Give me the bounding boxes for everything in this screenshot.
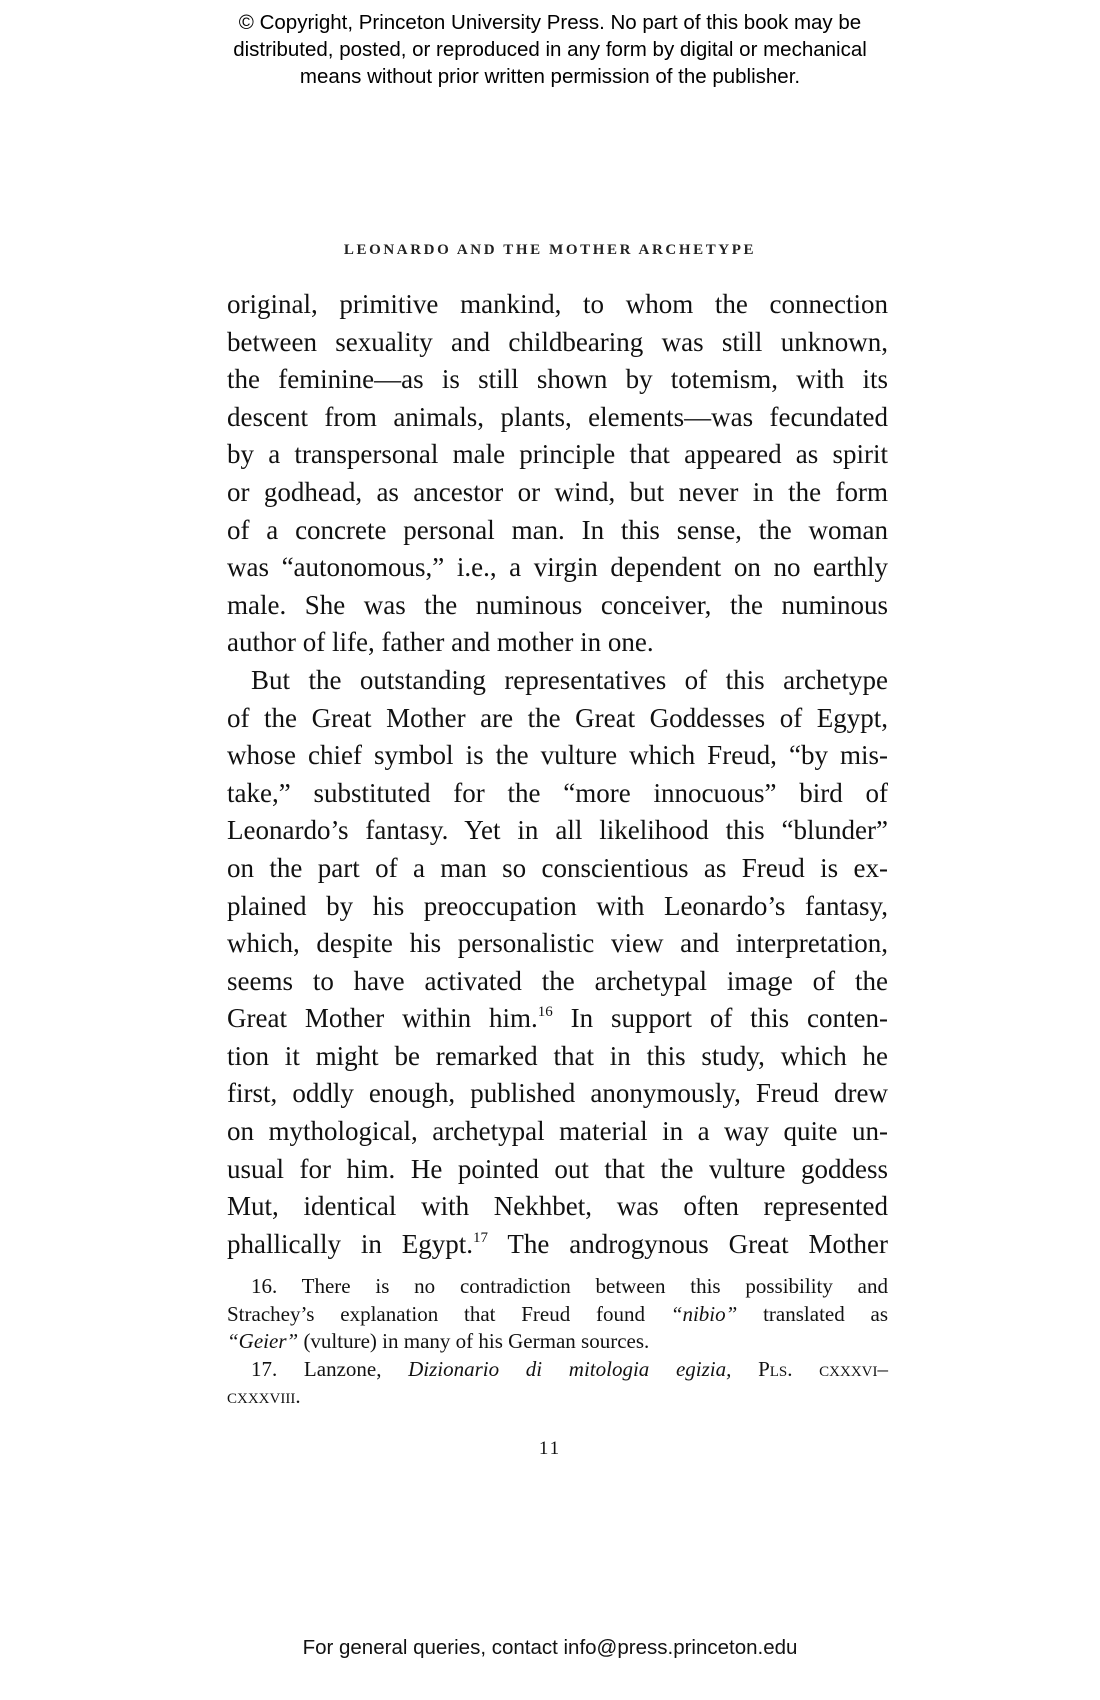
footnotes [227, 1273, 888, 1411]
text-line [227, 1226, 888, 1264]
text-line: Leonardo’s fantasy. Yet in all likelihood this “blunder” [227, 815, 888, 846]
text-line: whose chief symbol is the vulture which Freud, “by mis- [227, 740, 888, 771]
footnote-17-line: cxxxviii. [227, 1384, 301, 1408]
text-line: But the outstanding representatives of this archetype [251, 664, 888, 695]
footnote-16-line [227, 1328, 888, 1356]
text-line: first, oddly enough, published anonymously, Freud drew [227, 1078, 888, 1109]
footnote-16-line: 16. There is no contradiction between this possibility and [251, 1274, 888, 1298]
text-line [227, 1000, 888, 1038]
text-segment: In support of this conten- [570, 1003, 888, 1034]
text-line: the feminine—as is still shown by totemism, with its [227, 364, 888, 395]
text-line: on the part of a man so conscientious as Freud is ex- [227, 852, 888, 883]
body-text [227, 286, 888, 1263]
text-segment: The androgynous Great Mother [507, 1228, 888, 1259]
text-line: which, despite his personalistic view and interpretation, [227, 928, 888, 959]
text-segment: Great Mother within him. [227, 1003, 538, 1034]
copyright-line: © Copyright, Princeton University Press. No part of this book may be [238, 11, 862, 34]
text-segment: (vulture) in many of his German sources. [298, 1329, 650, 1353]
italic-term: “Geier” [227, 1329, 299, 1353]
text-line: on mythological, archetypal material in a way quite un- [227, 1116, 888, 1147]
text-segment: 17. Lanzone, [251, 1356, 409, 1381]
copyright-line: means without prior written permission of the publisher. [299, 65, 801, 88]
footnote-17-line [227, 1356, 888, 1384]
text-segment: phallically in Egypt. [227, 1228, 473, 1259]
text-line: was “autonomous,” i.e., a virgin dependent on no earthly [227, 552, 888, 583]
running-head: LEONARDO AND THE MOTHER ARCHETYPE [343, 242, 757, 258]
page-number: 11 [538, 1438, 562, 1459]
text-line: male. She was the numinous conceiver, the numinous [227, 589, 888, 620]
text-line: descent from animals, plants, elements—was fecundated [227, 401, 888, 432]
footnote-ref-16[interactable]: 16 [537, 1004, 553, 1021]
text-line: seems to have activated the archetypal image of the [227, 965, 888, 996]
text-segment: translated as [737, 1301, 889, 1326]
book-title: Dizionario di mitologia egizia, [408, 1356, 732, 1381]
footnote-16-line [227, 1301, 888, 1329]
text-line: of a concrete personal man. In this sense, the woman [227, 514, 888, 545]
copyright-line: distributed, posted, or reproduced in any form by digital or mechanical [233, 38, 867, 61]
text-line: by a transpersonal male principle that appeared as spirit [227, 439, 888, 470]
text-segment: Strachey’s explanation that Freud found [227, 1301, 671, 1326]
text-line: between sexuality and childbearing was still unknown, [227, 326, 888, 357]
text-line: plained by his preoccupation with Leonardo’s fantasy, [227, 890, 888, 921]
footer-contact: For general queries, contact info@press.princeton.edu [302, 1636, 798, 1659]
text-segment: Pls. cxxxvi– [731, 1356, 889, 1381]
copyright-notice [0, 9, 1100, 90]
text-line: usual for him. He pointed out that the vulture goddess [227, 1153, 888, 1184]
text-line: Mut, identical with Nekhbet, was often represented [227, 1191, 888, 1222]
text-line: or godhead, as ancestor or wind, but never in the form [227, 476, 888, 507]
text-line: author of life, father and mother in one. [227, 627, 654, 658]
text-line: of the Great Mother are the Great Goddesses of Egypt, [227, 702, 888, 733]
text-line: tion it might be remarked that in this study, which he [227, 1040, 888, 1071]
text-line: take,” substituted for the “more innocuous” bird of [227, 777, 888, 808]
italic-term: “nibio” [670, 1301, 738, 1326]
text-line: original, primitive mankind, to whom the connection [227, 289, 888, 319]
footnote-ref-17[interactable]: 17 [473, 1229, 488, 1246]
